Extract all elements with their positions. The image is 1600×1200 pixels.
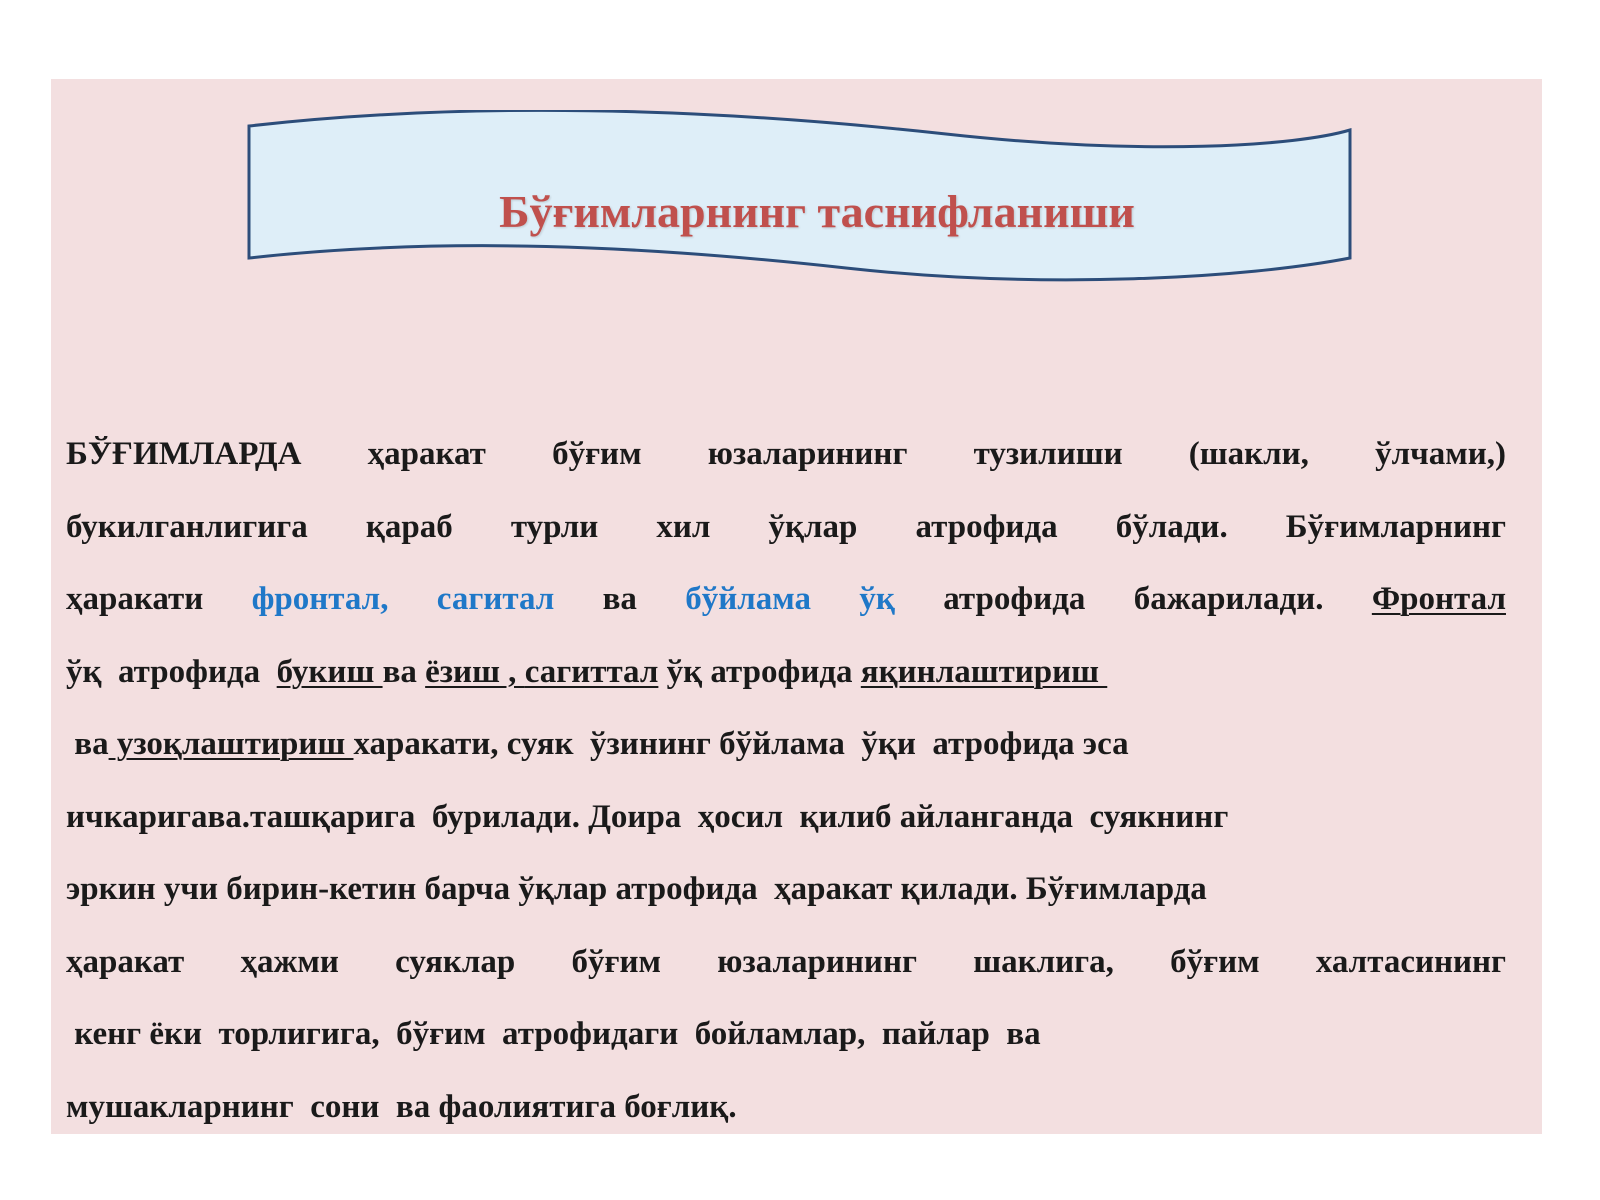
text-segment: ва <box>554 581 686 617</box>
text-line <box>66 491 1506 564</box>
text-segment: мушакларнинг сони ва фаолиятига боғлиқ. <box>66 1088 737 1125</box>
title-banner <box>246 110 1388 290</box>
body-text <box>66 418 1506 1143</box>
text-line <box>66 926 1506 999</box>
underlined-term: сагиттал <box>524 653 659 690</box>
text-line <box>66 998 1506 1071</box>
text-segment: ҳаракат ҳажми суяклар бўғим юзаларининг шаклига, бўғим халтасининг <box>66 943 1506 980</box>
text-line <box>66 418 1506 491</box>
underlined-term: узоқлаштириш <box>108 726 354 762</box>
text-segment: эркин учи бирин-кетин барча ўқлар атрофида ҳаракат қилади. Бўғимларда <box>66 871 1207 907</box>
text-segment: букилганлигига қараб турли хил ўқлар атрофида бўлади. Бўғимларнинг <box>66 508 1506 545</box>
underlined-term: яқинлаштириш <box>860 653 1108 690</box>
text-segment: ҳаракати <box>66 581 252 617</box>
text-segment: ва <box>66 726 109 762</box>
text-line <box>66 853 1506 926</box>
text-segment: ўқ атрофида <box>66 653 277 690</box>
underlined-term: букиш <box>276 653 383 690</box>
text-line <box>66 563 1506 636</box>
highlighted-term: бўйлама ўқ <box>685 581 895 617</box>
text-segment: харакати, суяк ўзининг бўйлама ўқи атрофида эса <box>353 726 1129 762</box>
text-line <box>66 1071 1506 1144</box>
text-segment: БЎҒИМЛАРДА ҳаракат бўғим юзаларининг тузилиши (шакли, ўлчами,) <box>66 436 1506 472</box>
underlined-term: Фронтал <box>1371 581 1506 617</box>
text-line <box>66 636 1506 709</box>
text-segment: ичкаригава.ташқарига бурилади. Доира ҳосил қилиб айланганда суякнинг <box>66 798 1229 835</box>
text-line <box>66 708 1506 781</box>
highlighted-term: фронтал, сагитал <box>251 581 555 617</box>
page-title: Бўғимларнинг таснифланиши <box>499 185 1135 237</box>
text-segment: ўқ атрофида <box>658 653 861 690</box>
text-segment: атрофида бажарилади. <box>894 581 1372 617</box>
text-segment: кенг ёки торлигига, бўғим атрофидаги бойламлар, пайлар ва <box>66 1016 1041 1052</box>
text-segment: ва <box>382 653 426 690</box>
text-line <box>66 781 1506 854</box>
underlined-term: ёзиш , <box>425 653 525 690</box>
